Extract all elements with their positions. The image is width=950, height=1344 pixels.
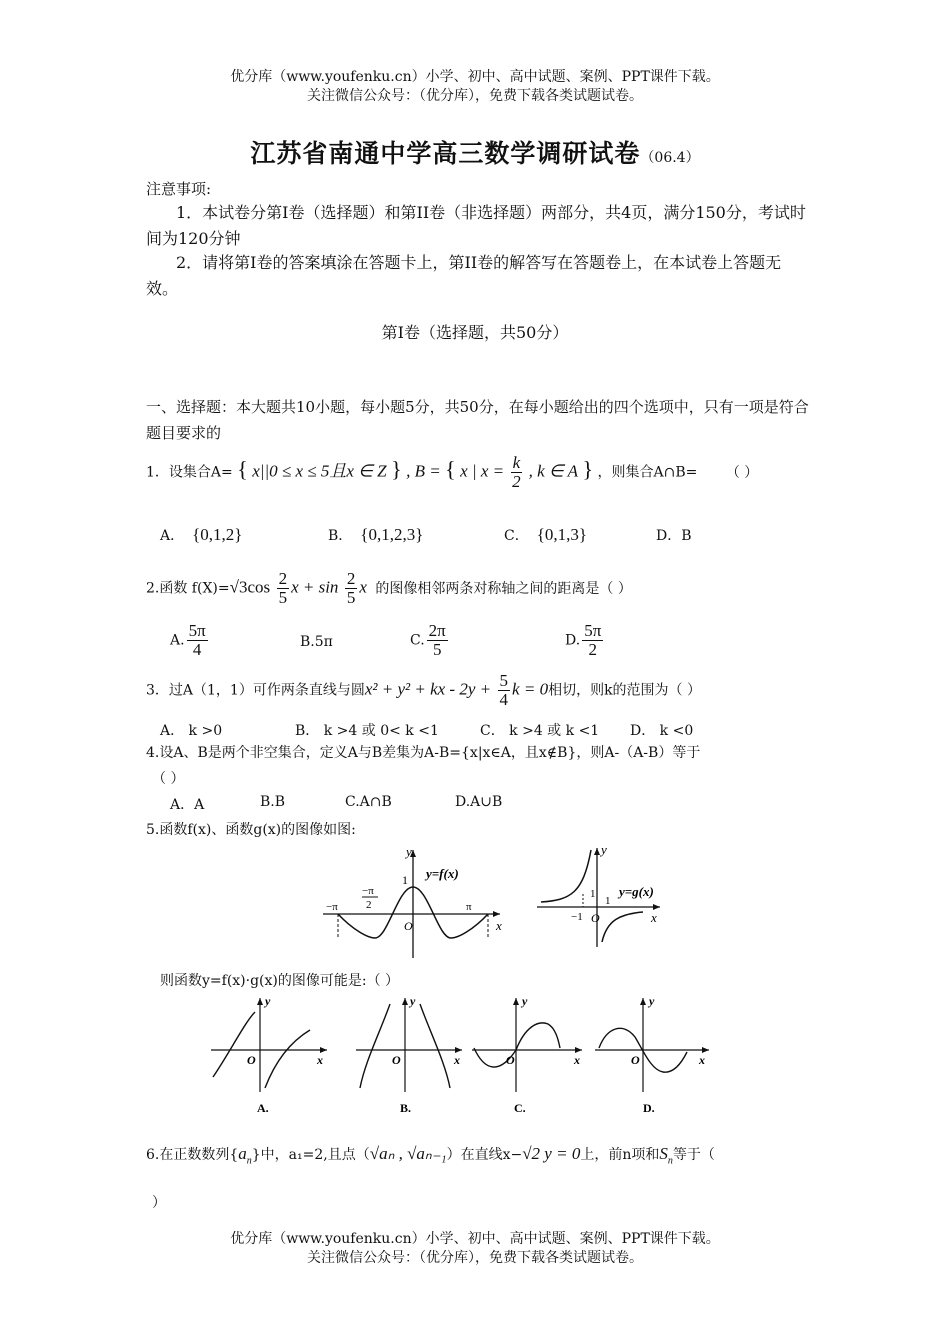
q3-eq-right: k = 0	[512, 679, 549, 699]
origin-label: O	[392, 1053, 401, 1067]
option-fraction	[427, 622, 448, 659]
q1-option-a[interactable]	[160, 525, 242, 545]
gx-curve-right	[602, 912, 643, 942]
option-label: C．	[504, 528, 529, 544]
q1-fraction	[511, 454, 523, 491]
question-5: 5.函数f(x)、函数g(x)的图像如图:	[146, 822, 356, 838]
q2-option-a[interactable]	[170, 622, 210, 659]
q3-option-c[interactable]: C． k >4 或 k <1	[480, 723, 600, 739]
option-value: {0,1,2}	[192, 525, 243, 544]
q3-fraction	[498, 672, 511, 709]
q4-option-c[interactable]: C.A∩B	[345, 794, 392, 810]
option-fraction	[187, 622, 208, 659]
question-5-prompt: 则函数y=f(x)·g(x)的图像可能是:（ ）	[160, 973, 400, 989]
q2-sqrt3cos: √3cos	[229, 577, 271, 597]
footer-line-1: 优分库（www.youfenku.cn）小学、初中、高中试题、案例、PPT课件下载。	[230, 1231, 720, 1247]
axis-label: x	[317, 1053, 323, 1067]
q4-option-a[interactable]: A．A	[170, 797, 205, 813]
q1-prefix: 1．设集合A=	[146, 464, 233, 481]
question-2	[146, 570, 632, 607]
fx-y-label: y	[406, 844, 412, 859]
q1-option-d[interactable]	[656, 525, 692, 545]
frac-den: 5	[432, 640, 442, 659]
origin-label: O	[506, 1053, 515, 1067]
fx-tick-neg-pi-half-den: 2	[366, 899, 372, 911]
q3-option-a[interactable]: A． k >0	[160, 723, 223, 739]
frac-num: 2	[346, 569, 356, 588]
q4-option-b[interactable]: B.B	[260, 794, 286, 810]
gx-tick-one: 1	[590, 888, 596, 900]
axis-label: x	[454, 1053, 460, 1067]
option-label: C.	[410, 632, 425, 649]
title-date: （06.4）	[640, 150, 700, 166]
q6-point: √aₙ , √aₙ₋₁	[369, 1144, 447, 1163]
frac-den: 4	[499, 690, 509, 709]
q3-option-b[interactable]: B． k >4 或 0< k <1	[295, 723, 439, 739]
fx-tick-one: 1	[402, 873, 408, 887]
footer-line-2: 关注微信公众号：（优分库），免费下载各类试题试卷。	[307, 1250, 643, 1266]
axis-label: x	[699, 1053, 705, 1067]
notes-item-1: 1．本试卷分第Ⅰ卷（选择题）和第II卷（非选择题）两部分，共4页，满分150分，考试时间为120分钟	[146, 203, 806, 248]
brace-icon: }	[391, 456, 402, 482]
q5-choice-c[interactable]	[470, 992, 590, 1120]
q6-suffix: 等于（	[672, 1147, 715, 1163]
option-label: D．B	[656, 528, 692, 544]
arrow-icon	[594, 848, 600, 855]
page-title	[0, 134, 950, 170]
axis-label: x	[574, 1053, 580, 1067]
question-1	[146, 454, 758, 491]
arrow-icon	[257, 998, 263, 1005]
fx-tick-neg-pi-half-num: −π	[362, 885, 374, 897]
frac-num: 5	[499, 671, 509, 690]
section-title: 第Ⅰ卷（选择题，共50分）	[381, 323, 569, 342]
q3-eq-left: x² + y² + kx - 2y +	[364, 679, 492, 699]
gx-x-label: x	[651, 910, 657, 925]
q1-option-c[interactable]	[504, 525, 587, 545]
q1-option-b[interactable]	[328, 525, 423, 545]
frac-den: 5	[278, 588, 288, 607]
gx-origin-label: O	[591, 911, 600, 925]
q1-frac-den: 2	[512, 472, 521, 491]
choice-label: A.	[257, 1101, 269, 1115]
question-6-line-2: ）	[152, 1195, 166, 1211]
q3-prefix: 3．过A（1，1）可作两条直线与圆	[146, 682, 365, 699]
q2-option-d[interactable]	[565, 622, 605, 659]
origin-label: O	[631, 1053, 640, 1067]
q6-mid2: ）在直线x−	[446, 1147, 523, 1163]
q2-option-b[interactable]	[300, 634, 333, 650]
q1-mid: , B =	[406, 461, 441, 481]
brace-icon: {	[237, 456, 248, 482]
frac-den: 4	[192, 640, 202, 659]
q6-sn	[659, 1144, 673, 1167]
brace-icon: }	[582, 456, 594, 482]
q1-set-a: x||0 ≤ x ≤ 5且x ∈ Z	[252, 461, 387, 481]
title-main: 江苏省南通中学高三数学调研试卷	[250, 139, 641, 168]
frac-num: 2π	[428, 621, 446, 640]
gx-graph	[535, 842, 665, 952]
notes-item-2: 2．请将第Ⅰ卷的答案填涂在答题卡上，第II卷的解答写在答题卷上，在本试卷上答题无效。	[146, 253, 782, 298]
frac-den: 2	[588, 640, 597, 659]
question-4-line-2: （ ）	[152, 771, 185, 787]
curve	[265, 1030, 310, 1088]
choice-label: D.	[643, 1101, 655, 1115]
q2-x-plus-sin: x + sin	[291, 577, 339, 597]
axis-label: y	[265, 994, 271, 1008]
q5-choice-d[interactable]	[593, 992, 713, 1120]
arrow-icon	[640, 998, 646, 1005]
q2-frac-2	[345, 570, 358, 607]
q1-set-b-left: x | x =	[460, 461, 505, 481]
arrow-icon	[402, 998, 408, 1005]
header-line-1: 优分库（www.youfenku.cn）小学、初中、高中试题、案例、PPT课件下载。	[230, 69, 720, 85]
notes-label: 注意事项:	[146, 180, 212, 198]
q6-line-eq: √2 y = 0	[522, 1144, 581, 1163]
origin-label: O	[247, 1053, 256, 1067]
fx-tick-neg-pi: −π	[326, 901, 338, 913]
q4-option-d[interactable]: D.A∪B	[455, 794, 503, 810]
gx-tick-one-right: 1	[605, 895, 611, 907]
q6-sn-sub: n	[667, 1155, 673, 1167]
option-label: B．	[328, 528, 353, 544]
option-label: A．	[160, 528, 185, 544]
q3-option-d[interactable]: D． k <0	[630, 723, 694, 739]
curve	[360, 1004, 390, 1088]
q6-prefix: 6.在正数数列{	[146, 1147, 239, 1163]
axis-label: y	[522, 994, 528, 1008]
q1-set-b-right: , k ∈ A	[528, 461, 579, 481]
axis-label: y	[410, 994, 416, 1008]
q6-an-letter: a	[238, 1144, 247, 1163]
fx-tick-pi: π	[466, 901, 472, 913]
question-4-line-1: 4.设A、B是两个非空集合，定义A与B差集为A-B={x|x∈A，且x∉B}，则A-（A-B）等于	[146, 745, 701, 761]
option-label: A.	[170, 632, 185, 649]
choice-label: B.	[400, 1101, 412, 1115]
q2-prefix: 2.函数 f(X)=	[146, 580, 230, 597]
q5-choice-a[interactable]	[205, 992, 335, 1120]
gx-function-label: y=g(x)	[619, 884, 654, 899]
q2-option-c[interactable]	[410, 622, 450, 659]
q6-mid1: }中，a₁=2,且点（	[251, 1147, 370, 1163]
q2-frac-1	[277, 570, 290, 607]
q1-answer-paren: （ ）	[725, 464, 759, 481]
option-value: {0,1,3}	[536, 525, 588, 544]
frac-num: 5π	[584, 621, 602, 640]
question-3	[146, 672, 701, 709]
header-line-2: 关注微信公众号：（优分库），免费下载各类试题试卷。	[307, 88, 643, 104]
q1-suffix: ，则集合A∩B=	[597, 464, 698, 481]
frac-num: 2	[278, 569, 288, 588]
choice-label: C.	[514, 1101, 526, 1115]
q6-an	[238, 1144, 252, 1167]
fx-function-label: y=f(x)	[426, 866, 459, 881]
arrow-icon	[513, 998, 519, 1005]
gx-y-label: y	[601, 842, 607, 857]
fx-origin-label: O	[404, 919, 413, 933]
brace-icon: {	[445, 456, 456, 482]
curve	[213, 1012, 255, 1077]
gx-tick-neg-one: −1	[571, 911, 583, 923]
q1-frac-num: k	[512, 453, 521, 472]
q2-x: x	[359, 577, 367, 597]
curve	[474, 1023, 560, 1067]
option-value: {0,1,2,3}	[360, 525, 424, 544]
q6-an-sub: n	[246, 1155, 252, 1167]
curve	[420, 1004, 450, 1088]
option-label: B.5π	[300, 634, 333, 650]
q3-suffix: 相切，则k的范围为（ ）	[548, 682, 702, 699]
frac-num: 5π	[188, 621, 206, 640]
fx-x-label: x	[496, 918, 502, 933]
option-fraction	[582, 622, 603, 659]
q6-mid3: 上，前n项和	[580, 1147, 660, 1163]
q2-suffix: 的图像相邻两条对称轴之间的距离是（ ）	[375, 580, 632, 597]
part1-intro: 一、选择题：本大题共10小题，每小题5分，共50分，在每小题给出的四个选项中，只有一项是符合题目要求的	[146, 398, 809, 442]
arrow-icon	[493, 911, 500, 917]
frac-den: 5	[346, 588, 356, 607]
axis-label: y	[649, 994, 655, 1008]
q5-choice-b[interactable]	[350, 992, 470, 1120]
fx-graph	[318, 842, 508, 962]
q6-sn-letter: S	[659, 1144, 668, 1163]
option-label: D.	[565, 632, 581, 649]
question-6	[146, 1144, 715, 1166]
